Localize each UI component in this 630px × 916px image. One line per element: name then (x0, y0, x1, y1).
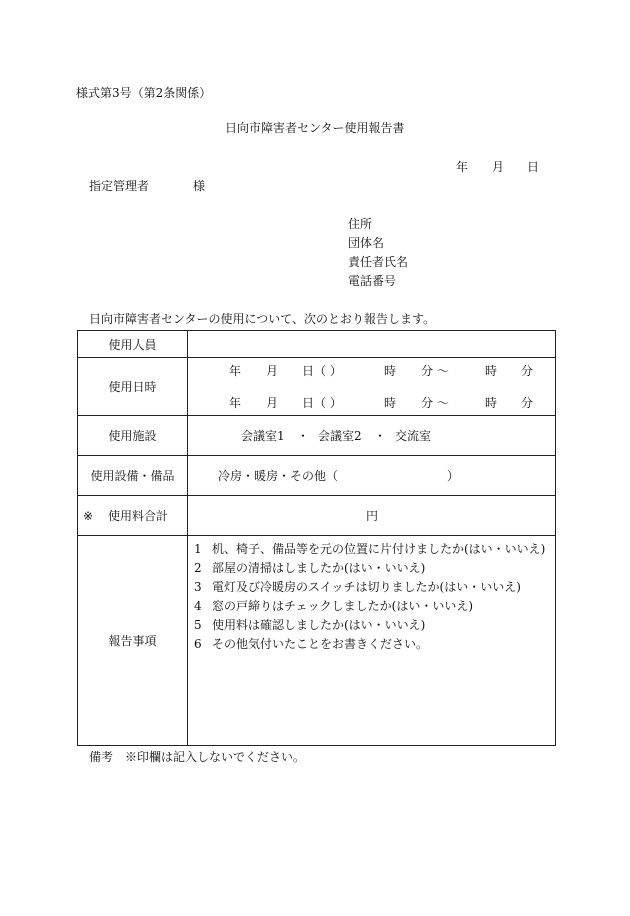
footer-note: 備考 ※印欄は記入しないでください。 (89, 750, 306, 764)
report-item-text: 部屋の清掃はしましたか(はい・いいえ) (212, 561, 426, 575)
datetime-start-minute: 分 〜 (421, 364, 449, 378)
datetime-row (78, 358, 556, 416)
report-item (194, 542, 545, 561)
datetime-end-hour: 時 (485, 364, 498, 378)
fee-label-cell (78, 496, 188, 536)
report-item-text: その他気付いたことをお書きください。 (212, 637, 429, 651)
report-item-number: 1 (194, 542, 202, 556)
datetime-end-hour-2: 時 (485, 396, 498, 410)
datetime-value-cell[interactable] (188, 358, 556, 416)
report-checklist (194, 542, 545, 656)
applicant-responsible-label: 責任者氏名 (348, 255, 409, 269)
datetime-start-day-2: 日（ ） (302, 396, 342, 410)
equipment-row (78, 456, 556, 496)
report-item (194, 637, 545, 656)
facility-separator-1: ・ (297, 429, 310, 443)
report-item (194, 561, 545, 580)
report-form-table (77, 330, 556, 746)
facility-label: 使用施設 (78, 416, 188, 456)
fee-value-cell[interactable] (188, 496, 556, 536)
equipment-label: 使用設備・備品 (78, 456, 188, 496)
users-label: 使用人員 (78, 331, 188, 358)
datetime-start-day: 日（ ） (302, 364, 342, 378)
addressee: 指定管理者 (89, 179, 150, 193)
report-item (194, 618, 545, 637)
date-day: 日 (527, 160, 540, 174)
report-item-number: 4 (194, 599, 202, 613)
applicant-phone-label: 電話番号 (348, 274, 397, 288)
applicant-address-label: 住所 (348, 217, 373, 231)
datetime-label: 使用日時 (78, 358, 188, 416)
applicant-group-label: 団体名 (348, 236, 385, 250)
facility-option-1[interactable]: 会議室1 (241, 429, 285, 443)
report-item-text: 窓の戸締りはチェックしましたか(はい・いいえ) (212, 599, 474, 613)
date-year: 年 (456, 160, 469, 174)
intro-text: 日向市障害者センターの使用について、次のとおり報告します。 (89, 312, 436, 326)
fee-label: 使用料合計 (108, 509, 169, 523)
datetime-start-hour: 時 (384, 364, 397, 378)
equipment-close-paren: ） (447, 469, 460, 483)
datetime-start-hour-2: 時 (384, 396, 397, 410)
facility-separator-2: ・ (374, 429, 387, 443)
equipment-value-cell[interactable] (188, 456, 556, 496)
report-item (194, 599, 545, 618)
equipment-options: 冷房・暖房・その他（ (218, 469, 339, 483)
report-item (194, 580, 545, 599)
report-item-number: 5 (194, 618, 202, 632)
facility-row (78, 416, 556, 456)
facility-option-2[interactable]: 会議室2 (318, 429, 362, 443)
addressee-honorific: 様 (193, 179, 206, 193)
report-item-number: 2 (194, 561, 202, 575)
fee-mark: ※ (83, 509, 94, 523)
report-item-text: 使用料は確認しましたか(はい・いいえ) (212, 618, 426, 632)
report-item-text: 机、椅子、備品等を元の位置に片付けましたか(はい・いいえ) (212, 542, 546, 556)
facility-value-cell[interactable] (188, 416, 556, 456)
document-title: 日向市障害者センター使用報告書 (225, 121, 405, 135)
date-month: 月 (492, 160, 505, 174)
users-value-cell[interactable] (188, 331, 556, 358)
report-item-text: 電灯及び冷暖房のスイッチは切りましたか(はい・いいえ) (212, 580, 521, 594)
datetime-start-year-2: 年 (229, 396, 242, 410)
form-number: 様式第3号（第2条関係） (76, 86, 212, 100)
datetime-start-minute-2: 分 〜 (421, 396, 449, 410)
fee-row (78, 496, 556, 536)
datetime-start-month: 月 (266, 364, 279, 378)
datetime-start-year: 年 (229, 364, 242, 378)
fee-unit: 円 (366, 509, 379, 523)
datetime-start-month-2: 月 (266, 396, 279, 410)
datetime-end-minute-2: 分 (521, 396, 534, 410)
users-row (78, 331, 556, 358)
report-value-cell[interactable] (188, 536, 556, 746)
datetime-end-minute: 分 (521, 364, 534, 378)
report-item-number: 6 (194, 637, 202, 651)
report-item-number: 3 (194, 580, 202, 594)
report-row (78, 536, 556, 746)
facility-option-3[interactable]: 交流室 (395, 429, 432, 443)
report-label: 報告事項 (78, 536, 188, 746)
